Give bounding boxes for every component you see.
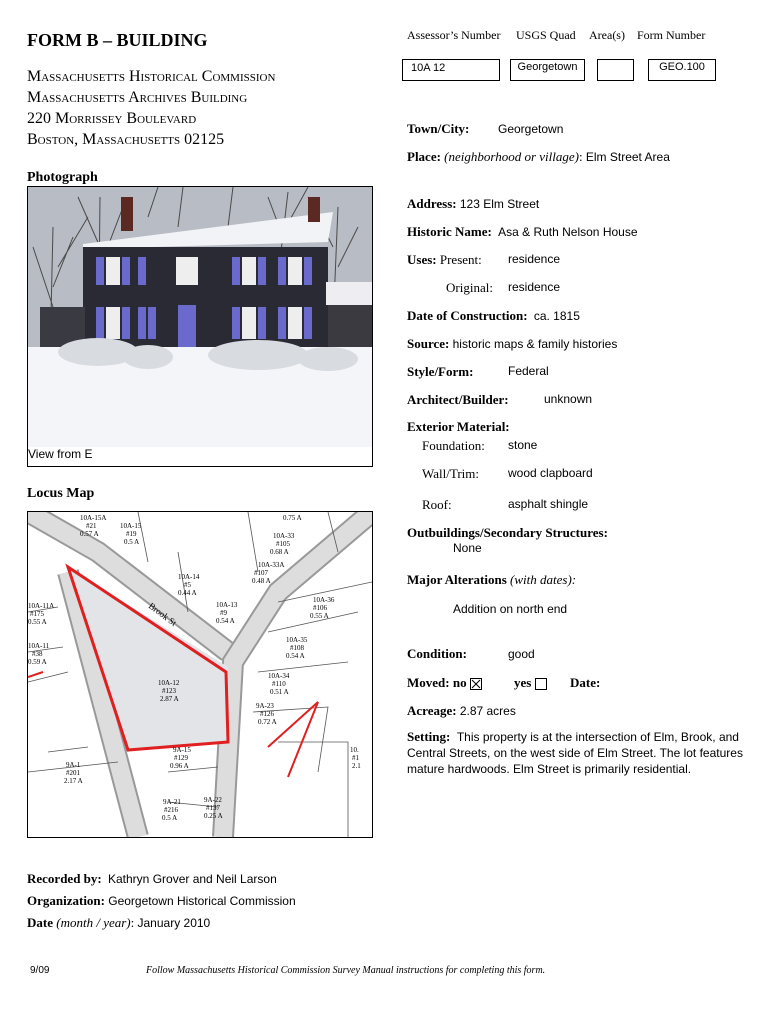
place-value: Elm Street Area — [585, 150, 670, 164]
areas-field[interactable] — [597, 59, 634, 81]
place-row — [407, 149, 670, 165]
svg-text:0.59 A: 0.59 A — [28, 658, 47, 666]
photo-caption: View from E — [28, 447, 93, 461]
address-value: 123 Elm Street — [459, 197, 540, 211]
svg-text:9A-1: 9A-1 — [66, 761, 81, 769]
style-label: Style/Form: — [407, 364, 474, 379]
svg-text:0.68 A: 0.68 A — [270, 548, 289, 556]
date-construction-label: Date of Construction: — [407, 308, 528, 323]
areas-label: Area(s) — [589, 28, 625, 42]
assessor-number-field[interactable] — [402, 59, 500, 81]
usgs-quad-value: Georgetown — [517, 61, 578, 73]
foundation-label: Foundation: — [422, 438, 485, 453]
side-addition — [328, 302, 372, 352]
date-label: Date — [27, 915, 53, 930]
uses-original-value: residence — [508, 280, 561, 294]
svg-text:0.51 A: 0.51 A — [270, 688, 289, 696]
acreage-row — [407, 703, 516, 719]
town-label: Town/City: — [407, 121, 470, 136]
svg-text:0.5 A: 0.5 A — [162, 814, 178, 822]
historic-name-value: Asa & Ruth Nelson House — [498, 225, 638, 239]
elm-street-road — [223, 512, 372, 837]
moved-yes-row — [514, 675, 547, 691]
alterations-row — [407, 572, 576, 588]
setting-label: Setting: — [407, 729, 451, 744]
date-colon: : — [130, 915, 135, 930]
moved-yes-label: yes — [514, 675, 532, 690]
svg-text:#106: #106 — [313, 604, 327, 612]
svg-text:10A-12: 10A-12 — [158, 679, 180, 687]
chimney-left — [121, 197, 133, 231]
acreage-value: 2.87 acres — [459, 704, 516, 718]
organization-value: Georgetown Historical Commission — [108, 894, 296, 908]
svg-text:10A-34: 10A-34 — [268, 672, 290, 680]
svg-text:2.87 A: 2.87 A — [160, 695, 179, 703]
footer-instructions: Follow Massachusetts Historical Commission Survey Manual instructions for completing this form. — [146, 965, 546, 976]
svg-text:#126: #126 — [260, 710, 274, 718]
form-revision: 9/09 — [30, 965, 50, 976]
photograph-heading: Photograph — [27, 170, 98, 185]
chimney-right — [308, 197, 320, 222]
recorded-by-row — [27, 871, 277, 887]
svg-text:10A-33: 10A-33 — [273, 532, 295, 540]
svg-text:9A-23: 9A-23 — [256, 702, 274, 710]
date-row — [27, 915, 210, 931]
svg-text:10A-14: 10A-14 — [178, 573, 200, 581]
form-title: FORM B – BUILDING — [27, 30, 208, 50]
agency-line-2: Massachusetts Archives Building — [27, 89, 248, 106]
svg-text:0.48 A: 0.48 A — [252, 577, 271, 585]
svg-text:#129: #129 — [174, 754, 188, 762]
svg-text:0.5 A: 0.5 A — [124, 538, 140, 546]
svg-text:#108: #108 — [290, 644, 304, 652]
recorded-by-label: Recorded by: — [27, 871, 102, 886]
svg-text:#105: #105 — [276, 540, 290, 548]
uses-original-label: Original: — [446, 280, 493, 295]
agency-line-3: 220 Morrissey Boulevard — [27, 110, 197, 127]
style-value: Federal — [508, 364, 549, 378]
svg-text:10.: 10. — [350, 746, 359, 754]
wall-trim-label: Wall/Trim: — [422, 466, 479, 481]
source-value: historic maps & family histories — [452, 337, 618, 351]
assessor-number-label: Assessor’s Number — [407, 28, 501, 42]
checked-x-icon — [471, 679, 481, 689]
red-secondary-line — [268, 702, 318, 777]
addition-roof — [326, 282, 372, 305]
setting-block — [407, 729, 747, 777]
svg-text:#201: #201 — [66, 769, 80, 777]
address-label: Address: — [407, 196, 457, 211]
photograph-frame — [27, 186, 373, 467]
svg-text:10A-11A: 10A-11A — [28, 602, 55, 610]
architect-label: Architect/Builder: — [407, 392, 509, 407]
form-number-value: GEO.100 — [659, 61, 705, 73]
svg-text:10A-35: 10A-35 — [286, 636, 308, 644]
svg-text:#21: #21 — [86, 522, 97, 530]
svg-text:0.54 A: 0.54 A — [286, 652, 305, 660]
usgs-quad-field[interactable] — [510, 59, 585, 81]
source-row — [407, 336, 617, 352]
moved-label: Moved: — [407, 675, 450, 690]
svg-text:#5: #5 — [184, 581, 191, 589]
roof-value: asphalt shingle — [508, 497, 589, 511]
svg-text:9A-15: 9A-15 — [173, 746, 191, 754]
svg-text:0.72 A: 0.72 A — [258, 718, 277, 726]
locus-map-frame — [27, 511, 373, 838]
uses-label: Uses: — [407, 252, 437, 267]
foundation-value: stone — [508, 438, 538, 452]
svg-text:#175: #175 — [30, 610, 44, 618]
brook-st-label: Brook St — [146, 600, 179, 629]
usgs-quad-label: USGS Quad — [516, 28, 576, 42]
svg-text:2.17 A: 2.17 A — [64, 777, 83, 785]
svg-text:2.1: 2.1 — [352, 762, 361, 770]
condition-label: Condition: — [407, 646, 467, 661]
recorded-by-value: Kathryn Grover and Neil Larson — [108, 872, 277, 886]
svg-text:#1: #1 — [352, 754, 359, 762]
exterior-material-label: Exterior Material: — [407, 419, 510, 434]
place-label: Place: — [407, 149, 441, 164]
outbuildings-value: None — [453, 541, 482, 555]
agency-address — [27, 66, 275, 150]
svg-text:0.96 A: 0.96 A — [170, 762, 189, 770]
moved-yes-checkbox[interactable] — [535, 678, 547, 690]
architect-value: unknown — [544, 392, 593, 406]
setting-value: This property is at the intersection of Elm, Brook, and Central Streets, on the west side of Elm Street. The lot features mature hardwoods. Elm Street is primarily residential. — [407, 730, 743, 776]
svg-text:10A-11: 10A-11 — [28, 642, 50, 650]
svg-text:10A-15A: 10A-15A — [80, 514, 107, 522]
alterations-label: Major Alterations — [407, 572, 507, 587]
organization-label: Organization: — [27, 893, 105, 908]
svg-text:#123: #123 — [162, 687, 176, 695]
svg-text:10A-36: 10A-36 — [313, 596, 335, 604]
organization-row — [27, 893, 296, 909]
locus-map-heading: Locus Map — [27, 486, 95, 501]
acreage-label: Acreage: — [407, 703, 457, 718]
svg-text:0.54 A: 0.54 A — [216, 617, 235, 625]
svg-text:0.75 A: 0.75 A — [283, 514, 302, 522]
condition-value: good — [508, 647, 535, 661]
svg-text:9A-22: 9A-22 — [204, 796, 222, 804]
moved-no-label: no — [452, 675, 467, 690]
svg-text:#38: #38 — [32, 650, 43, 658]
svg-text:#107: #107 — [254, 569, 268, 577]
historic-name-row — [407, 224, 638, 240]
svg-text:#9: #9 — [220, 609, 227, 617]
form-number-field[interactable] — [648, 59, 716, 81]
svg-text:0.44 A: 0.44 A — [178, 589, 197, 597]
uses-present-value: residence — [508, 252, 561, 266]
alterations-value: Addition on north end — [453, 602, 568, 616]
uses-row — [407, 252, 482, 268]
moved-row — [407, 675, 482, 691]
place-note: (neighborhood or village) — [444, 149, 579, 164]
source-label: Source: — [407, 336, 450, 351]
place-colon: : — [578, 149, 583, 164]
svg-text:10A-13: 10A-13 — [216, 601, 238, 609]
historic-name-label: Historic Name: — [407, 224, 492, 239]
date-construction-value: ca. 1815 — [533, 309, 580, 323]
date-note: (month / year) — [56, 915, 131, 930]
svg-text:10A-33A: 10A-33A — [258, 561, 285, 569]
outbuildings-label: Outbuildings/Secondary Structures: — [407, 525, 608, 540]
front-door — [178, 305, 196, 347]
agency-line-4: Boston, Massachusetts 02125 — [27, 131, 225, 148]
svg-text:9A-21: 9A-21 — [163, 798, 181, 806]
date-construction-row — [407, 308, 580, 324]
uses-present-label: Present: — [439, 252, 482, 267]
town-value: Georgetown — [498, 122, 564, 136]
roof-label: Roof: — [422, 497, 452, 512]
svg-text:#137: #137 — [206, 804, 220, 812]
svg-text:10A-15: 10A-15 — [120, 522, 142, 530]
house-photo — [28, 187, 372, 466]
moved-no-checkbox[interactable] — [470, 678, 482, 690]
svg-text:0.55 A: 0.55 A — [310, 612, 329, 620]
address-row — [407, 196, 539, 212]
svg-text:0.25 A: 0.25 A — [204, 812, 223, 820]
svg-text:#19: #19 — [126, 530, 137, 538]
date-value: January 2010 — [137, 916, 211, 930]
svg-text:#216: #216 — [164, 806, 178, 814]
locus-map — [28, 512, 372, 837]
svg-text:0.55 A: 0.55 A — [28, 618, 47, 626]
wall-trim-value: wood clapboard — [508, 466, 593, 480]
agency-line-1: Massachusetts Historical Commission — [27, 68, 276, 85]
moved-date-label: Date: — [570, 675, 601, 690]
assessor-number-value: 10A 12 — [411, 62, 446, 74]
form-number-label: Form Number — [637, 28, 706, 42]
svg-text:#110: #110 — [272, 680, 286, 688]
svg-text:0.57 A: 0.57 A — [80, 530, 99, 538]
alterations-note: (with dates): — [510, 572, 577, 587]
